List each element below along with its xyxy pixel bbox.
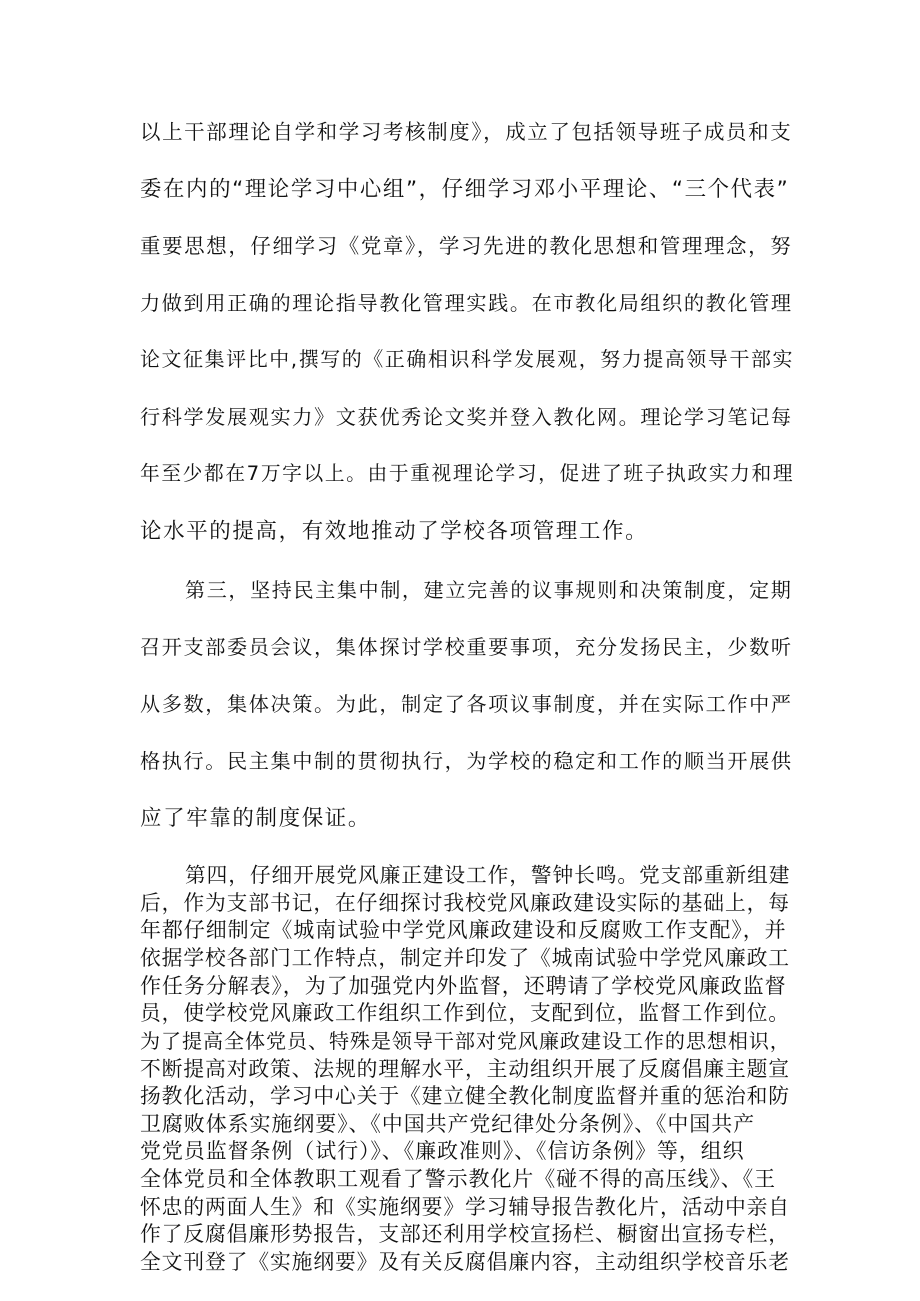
- text-line: 力做到用正确的理论指导教化管理实践。在市教化局组织的教化管理: [140, 291, 793, 315]
- text-line: 第四，仔细开展党风廉正建设工作，警钟长鸣。党支部重新组建: [185, 863, 791, 887]
- text-line: 怀忠的两面人生》和《实施纲要》学习辅导报告教化片，活动中亲自: [140, 1195, 790, 1219]
- text-line: 党党员监督条例（试行）》、《廉政准则》、《信访条例》等，组织: [140, 1139, 745, 1163]
- text-line: 以上干部理论自学和学习考核制度》，成立了包括领导班子成员和支: [140, 120, 793, 144]
- text-line: 第三，坚持民主集中制，建立完善的议事规则和决策制度，定期: [185, 578, 793, 602]
- text-line: 作任务分解表》，为了加强党内外监督，还聘请了学校党风廉政监督: [140, 974, 787, 998]
- text-line: 全体党员和全体教职工观看了警示教化片《碰不得的高压线》、《王: [140, 1167, 776, 1191]
- text-line: 后，作为支部书记，在仔细探讨我校党风廉政建设实际的基础上，每: [140, 891, 790, 915]
- text-line: 作了反腐倡廉形势报告，支部还利用学校宣扬栏、橱窗出宣扬专栏，: [140, 1222, 790, 1246]
- text-line: 年都仔细制定《城南试验中学党风廉政建设和反腐败工作支配》，并: [140, 918, 787, 942]
- text-line: 重要思想，仔细学习《党章》，学习先进的教化思想和管理理念，努: [140, 234, 793, 258]
- text-line: 不断提高对政策、法规的理解水平，主动组织开展了反腐倡廉主题宣: [140, 1057, 790, 1081]
- text-line: 扬教化活动，学习中心关于《建立健全教化制度监督并重的惩治和防: [140, 1084, 790, 1108]
- text-line: 论文征集评比中,撰写的《正确相识科学发展观，努力提高领导干部实: [140, 347, 795, 371]
- text-line: 卫腐败体系实施纲要》、《中国共产党纪律处分条例》、《中国共产: [140, 1112, 755, 1136]
- text-line: 委在内的“理论学习中心组”，仔细学习邓小平理论、“三个代表”: [140, 177, 790, 202]
- text-line: 员，使学校党风廉政工作组织工作到位，支配到位，监督工作到位。: [140, 1001, 790, 1025]
- text-line: 年至少都在7万字以上。由于重视理论学习，促进了班子执政实力和理: [140, 462, 795, 485]
- text-line: 召开支部委员会议，集体探讨学校重要事项，充分发扬民主，少数听: [140, 635, 793, 659]
- text-line: 论水平的提高，有效地推动了学校各项管理工作。: [140, 519, 649, 544]
- text-line: 应了牢靠的制度保证。: [140, 806, 372, 831]
- text-line: 从多数，集体决策。为此，制定了各项议事制度，并在实际工作中严: [140, 692, 793, 716]
- text-line: 为了提高全体党员、特殊是领导干部对党风廉政建设工作的思想相识，: [140, 1029, 791, 1053]
- text-line: 全文刊登了《实施纲要》及有关反腐倡廉内容，主动组织学校音乐老: [140, 1250, 790, 1274]
- text-line: 行科学发展观实力》文获优秀论文奖并登入教化网。理论学习笔记每: [140, 405, 793, 429]
- text-line: 依据学校各部门工作特点，制定并印发了《城南试验中学党风廉政工: [140, 946, 790, 970]
- text-line: 格执行。民主集中制的贯彻执行，为学校的稳定和工作的顺当开展供: [140, 749, 793, 773]
